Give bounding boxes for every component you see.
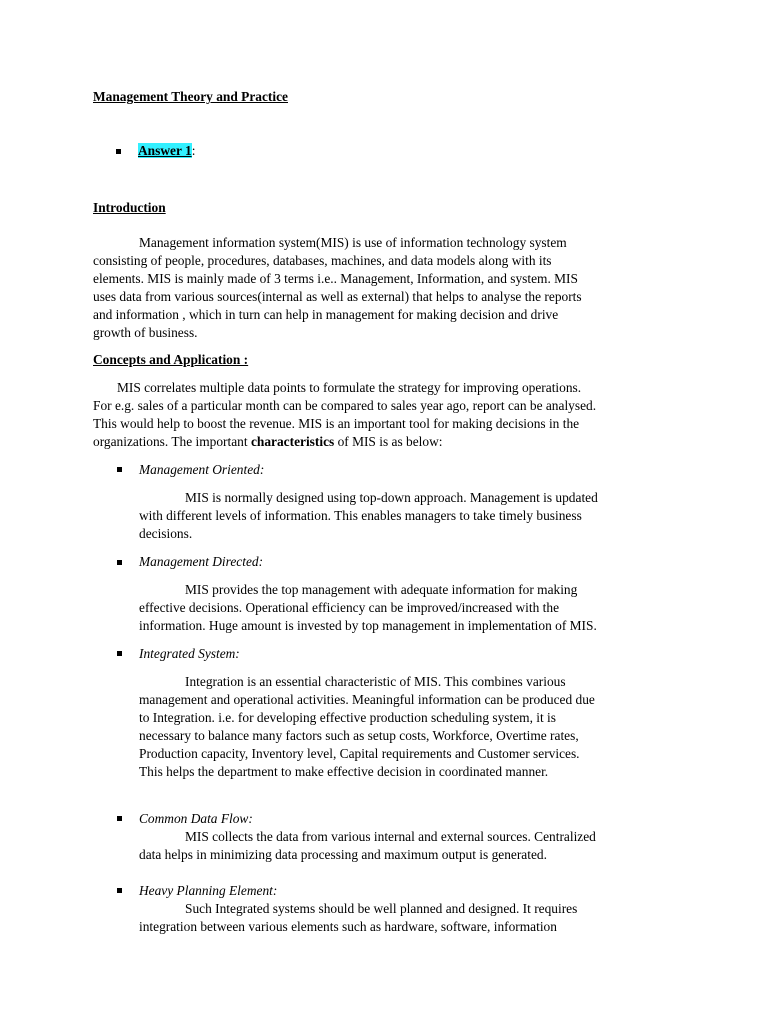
bullet-icon [117,467,122,472]
item-body [139,581,597,635]
text-line: effective decisions. Operational efficiency can be improved/increased with the [139,600,560,615]
bullet-icon [117,888,122,893]
text-span: organizations. The important [93,434,251,449]
bold-term: characteristics [250,434,335,449]
text-line: to Integration. i.e. for developing effective production scheduling system, it is [139,710,556,725]
item-label: Common Data Flow: [139,811,253,826]
text-line: MIS correlates multiple data points to formulate the strategy for improving operations. [117,380,582,395]
text-line: MIS collects the data from various internal and external sources. Centralized [185,829,596,844]
text-line: MIS is normally designed using top-down approach. Management is updated [185,490,598,505]
text-line: integration between various elements such as hardware, software, information [139,919,557,934]
text-line: Such Integrated systems should be well planned and designed. It requires [185,901,578,916]
answer-suffix: : [191,143,196,158]
item-body [139,673,595,781]
text-line: For e.g. sales of a particular month can be compared to sales year ago, report can be analysed. [93,398,597,413]
text-line: This helps the department to make effective decision in coordinated manner. [139,764,549,779]
text-span: of MIS is as below: [334,434,443,449]
text-line: and information , which in turn can help in management for making decision and drive [93,307,559,322]
intro-paragraph [93,234,582,342]
bullet-icon [116,149,121,154]
item-label: Heavy Planning Element: [139,883,278,898]
text-line: Management information system(MIS) is use of information technology system [139,235,567,250]
text-line: information. Huge amount is invested by top management in implementation of MIS. [139,618,597,633]
text-line: Production capacity, Inventory level, Capital requirements and Customer services. [139,746,580,761]
item-label: Management Oriented: [139,462,265,477]
bullet-icon [117,651,122,656]
bullet-icon [117,816,122,821]
text-line: uses data from various sources(internal as well as external) that helps to analyse the reports [93,289,582,304]
intro-heading: Introduction [93,200,166,215]
text-line: with different levels of information. This enables managers to take timely business [139,508,582,523]
item-body [139,900,577,936]
text-line: growth of business. [93,325,198,340]
item-body [139,489,598,543]
text-line: This would help to boost the revenue. MIS is an important tool for making decisions in the [93,416,580,431]
text-line: Integration is an essential characteristic of MIS. This combines various [185,674,566,689]
text-line: consisting of people, procedures, databases, machines, and data models along with its [93,253,552,268]
text-line: necessary to balance many factors such as setup costs, Workforce, Overtime rates, [139,728,579,743]
text-line: management and operational activities. Meaningful information can be produced due [139,692,595,707]
text-line: decisions. [139,526,193,541]
concepts-heading: Concepts and Application : [93,352,249,367]
text-line: MIS provides the top management with adequate information for making [185,582,578,597]
item-body [139,828,596,864]
answer-heading [138,142,195,160]
page-title: Management Theory and Practice [93,89,288,104]
item-label: Management Directed: [139,554,264,569]
text-line [93,433,596,451]
bullet-icon [117,560,122,565]
text-line: data helps in minimizing data processing and maximum output is generated. [139,847,547,862]
answer-label: Answer 1 [138,143,192,158]
concepts-paragraph [93,379,596,451]
text-line: elements. MIS is mainly made of 3 terms i.e.. Management, Information, and system. MIS [93,271,578,286]
item-label: Integrated System: [139,646,240,661]
